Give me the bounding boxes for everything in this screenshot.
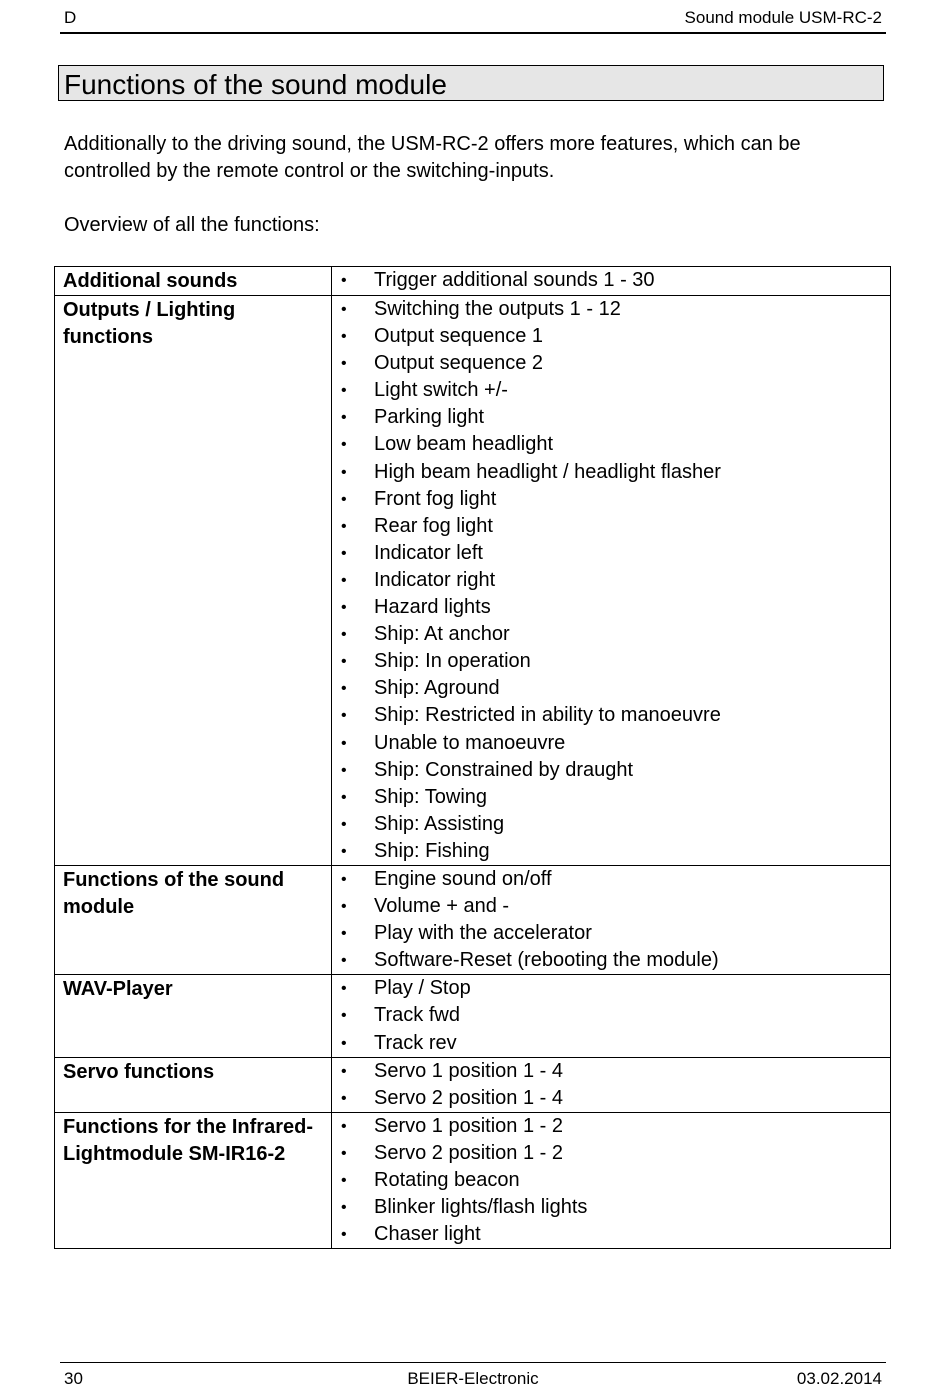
section-title: Functions of the sound module xyxy=(64,69,447,100)
list-item: • Parking light xyxy=(332,404,890,431)
list-item: • Engine sound on/off xyxy=(332,866,890,893)
table-row xyxy=(55,267,891,296)
row-category: Outputs / Lighting functions xyxy=(55,296,332,866)
section-title-box xyxy=(58,65,884,101)
list-item: • Servo 1 position 1 - 4 xyxy=(332,1058,890,1085)
list-item: • Ship: Assisting xyxy=(332,811,890,838)
list-item: • Servo 2 position 1 - 2 xyxy=(332,1140,890,1167)
list-item: • Output sequence 1 xyxy=(332,323,890,350)
row-items xyxy=(332,975,891,1057)
row-items xyxy=(332,865,891,974)
list-item: • Output sequence 2 xyxy=(332,350,890,377)
table-row xyxy=(55,1112,891,1248)
list-item: • Rotating beacon xyxy=(332,1167,890,1194)
row-category: Additional sounds xyxy=(55,267,332,296)
row-category: WAV-Player xyxy=(55,975,332,1057)
function-list xyxy=(332,1058,890,1112)
function-list xyxy=(332,296,890,865)
functions-table xyxy=(54,266,891,1249)
row-items xyxy=(332,267,891,296)
row-items xyxy=(332,1112,891,1248)
list-item: • Trigger additional sounds 1 - 30 xyxy=(332,267,890,294)
list-item: • Servo 1 position 1 - 2 xyxy=(332,1113,890,1140)
list-item: • Unable to manoeuvre xyxy=(332,730,890,757)
page-header xyxy=(60,0,886,34)
table-row xyxy=(55,296,891,866)
function-list xyxy=(332,975,890,1056)
list-item: • Ship: Fishing xyxy=(332,838,890,865)
list-item: • Track fwd xyxy=(332,1002,890,1029)
list-item: • Ship: At anchor xyxy=(332,621,890,648)
footer-company: BEIER-Electronic xyxy=(407,1369,539,1388)
list-item: • Low beam headlight xyxy=(332,431,890,458)
footer-date: 03.02.2014 xyxy=(796,1369,882,1388)
list-item: • Volume + and - xyxy=(332,893,890,920)
page-footer xyxy=(60,1362,886,1388)
row-items xyxy=(332,1057,891,1112)
list-item: • Ship: Aground xyxy=(332,675,890,702)
list-item: • High beam headlight / headlight flasher xyxy=(332,459,890,486)
list-item: • Light switch +/- xyxy=(332,377,890,404)
list-item: • Chaser light xyxy=(332,1221,890,1248)
list-item: • Indicator left xyxy=(332,540,890,567)
list-item: • Play with the accelerator xyxy=(332,920,890,947)
row-category: Functions of the sound module xyxy=(55,865,332,974)
list-item: • Switching the outputs 1 - 12 xyxy=(332,296,890,323)
function-list xyxy=(332,1113,890,1248)
function-list xyxy=(332,267,890,294)
list-item: • Indicator right xyxy=(332,567,890,594)
table-row xyxy=(55,1057,891,1112)
row-category: Servo functions xyxy=(55,1057,332,1112)
list-item: • Software-Reset (rebooting the module) xyxy=(332,947,890,974)
list-item: • Rear fog light xyxy=(332,513,890,540)
list-item: • Servo 2 position 1 - 4 xyxy=(332,1085,890,1112)
footer-page-number: 30 xyxy=(64,1369,83,1388)
list-item: • Ship: In operation xyxy=(332,648,890,675)
list-item: • Play / Stop xyxy=(332,975,890,1002)
list-item: • Ship: Restricted in ability to manoeuvre xyxy=(332,702,890,729)
header-document-title: Sound module USM-RC-2 xyxy=(684,8,882,27)
list-item: • Ship: Towing xyxy=(332,784,890,811)
table-row xyxy=(55,865,891,974)
table-row xyxy=(55,975,891,1057)
list-item: • Blinker lights/flash lights xyxy=(332,1194,890,1221)
row-items xyxy=(332,296,891,866)
intro-paragraph: Additionally to the driving sound, the USM-RC-2 offers more features, which can be controlled by the remote control or the switching-inputs. xyxy=(64,133,801,182)
list-item: • Hazard lights xyxy=(332,594,890,621)
overview-label: Overview of all the functions: xyxy=(64,214,320,236)
list-item: • Ship: Constrained by draught xyxy=(332,757,890,784)
header-language: D xyxy=(64,8,77,27)
list-item: • Front fog light xyxy=(332,486,890,513)
list-item: • Track rev xyxy=(332,1030,890,1057)
row-category: Functions for the Infrared-Lightmodule SM-IR16-2 xyxy=(55,1112,332,1248)
function-list xyxy=(332,866,890,974)
